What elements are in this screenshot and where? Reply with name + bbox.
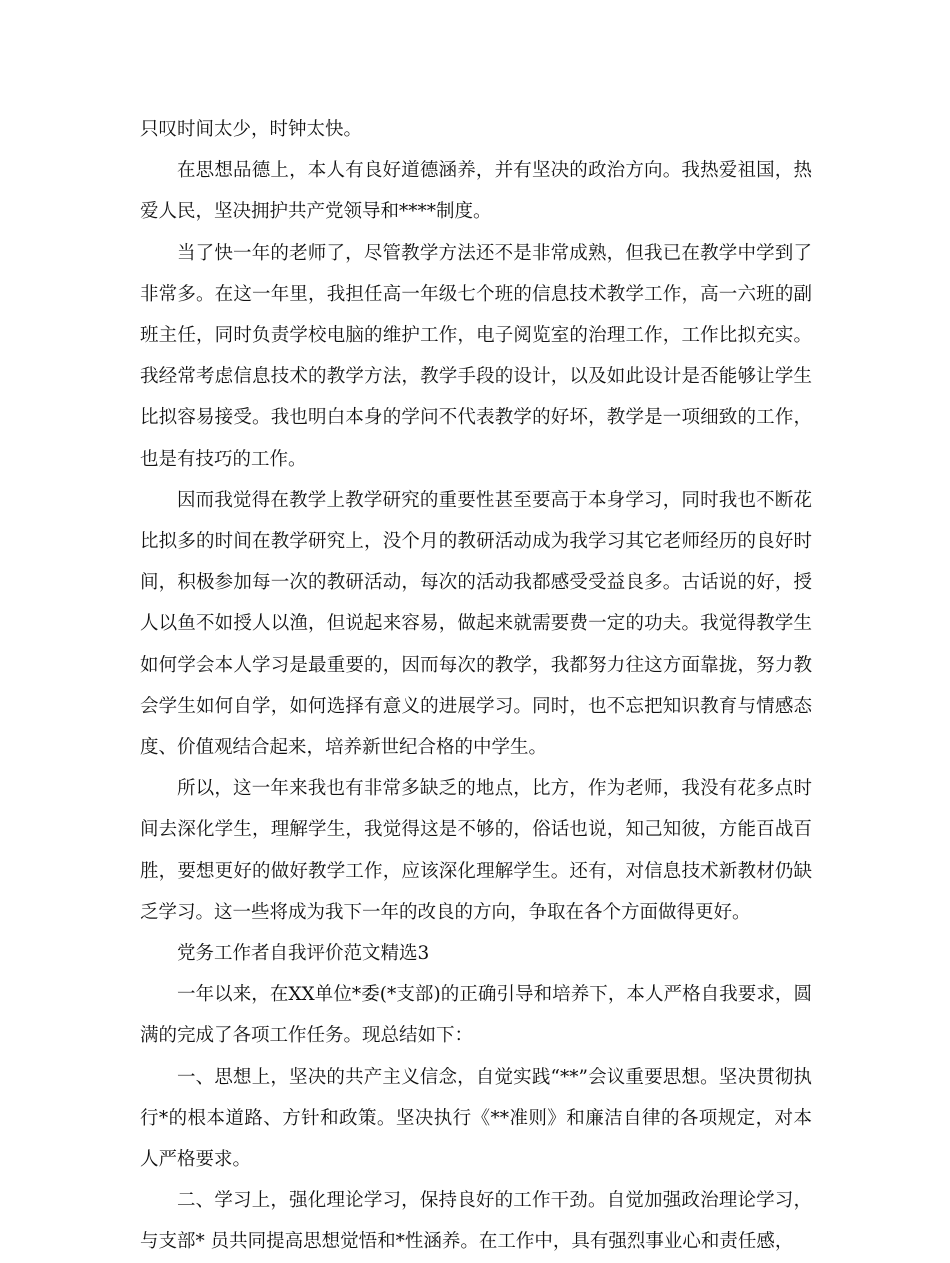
paragraph-teaching-experience: 当了快一年的老师了，尽管教学方法还不是非常成熟，但我已在教学中学到了非常多。在这一年里，我担任高一年级七个班的信息技术教学工作，高一六班的副班主任，同时负责学校电脑的维护工作，电子阅览室的治理工作，工作比拟充实。我经常考虑信息技术的教学方法，教学手段的设计，以及如此设计是否能够让学生比拟容易接受。我也明白本身的学问不代表教学的好坏，教学是一项细致的工作，也是有技巧的工作。	[140, 242, 812, 470]
paragraph-continuation: 只叹时间太少，时钟太快。	[140, 119, 363, 140]
paragraph-ideology: 一、思想上，坚决的共产主义信念，自觉实践“**”会议重要思想。坚决贯彻执行*的根本道路、方针和政策。坚决执行《**准则》和廉洁自律的各项规定，对本人严格要求。	[140, 1066, 812, 1171]
paragraph-moral-character: 在思想品德上，本人有良好道德涵养，并有坚决的政治方向。我热爱祖国，热爱人民，坚决拥护共产党领导和****制度。	[140, 160, 812, 223]
section-heading: 党务工作者自我评价范文精选3	[177, 943, 430, 965]
paragraph-shortcomings: 所以，这一年来我也有非常多缺乏的地点，比方，作为老师，我没有花多点时间去深化学生，理解学生，我觉得这是不够的，俗话也说，知己知彼，方能百战百胜，要想更好的做好教学工作，应该深化理解学生。还有，对信息技术新教材仍缺乏学习。这一些将成为我下一年的改良的方向，争取在各个方面做得更好。	[140, 778, 812, 923]
document-body	[140, 109, 812, 1263]
paragraph-teaching-research: 因而我觉得在教学上教学研究的重要性甚至要高于本身学习，同时我也不断花比拟多的时间在教学研究上，没个月的教研活动成为我学习其它老师经历的良好时间，积极参加每一次的教研活动，每次的活动我都感受受益良多。古话说的好，授人以鱼不如授人以渔，但说起来容易，做起来就需要费一定的功夫。我觉得教学生如何学会本人学习是最重要的，因而每次的教学，我都努力往这方面靠拢，努力教会学生如何自学，如何选择有意义的进展学习。同时，也不忘把知识教育与情感态度、价值观结合起来，培养新世纪合格的中学生。	[140, 489, 812, 759]
paragraph-study: 二、学习上，强化理论学习，保持良好的工作干劲。自觉加强政治理论学习，与支部* 员共同提高思想觉悟和*性涵养。在工作中，具有强烈事业心和责任感，	[140, 1190, 812, 1253]
paragraph-intro: 一年以来，在XX单位*委(*支部)的正确引导和培养下，本人严格自我要求，圆满的完成了各项工作任务。现总结如下：	[140, 984, 812, 1047]
